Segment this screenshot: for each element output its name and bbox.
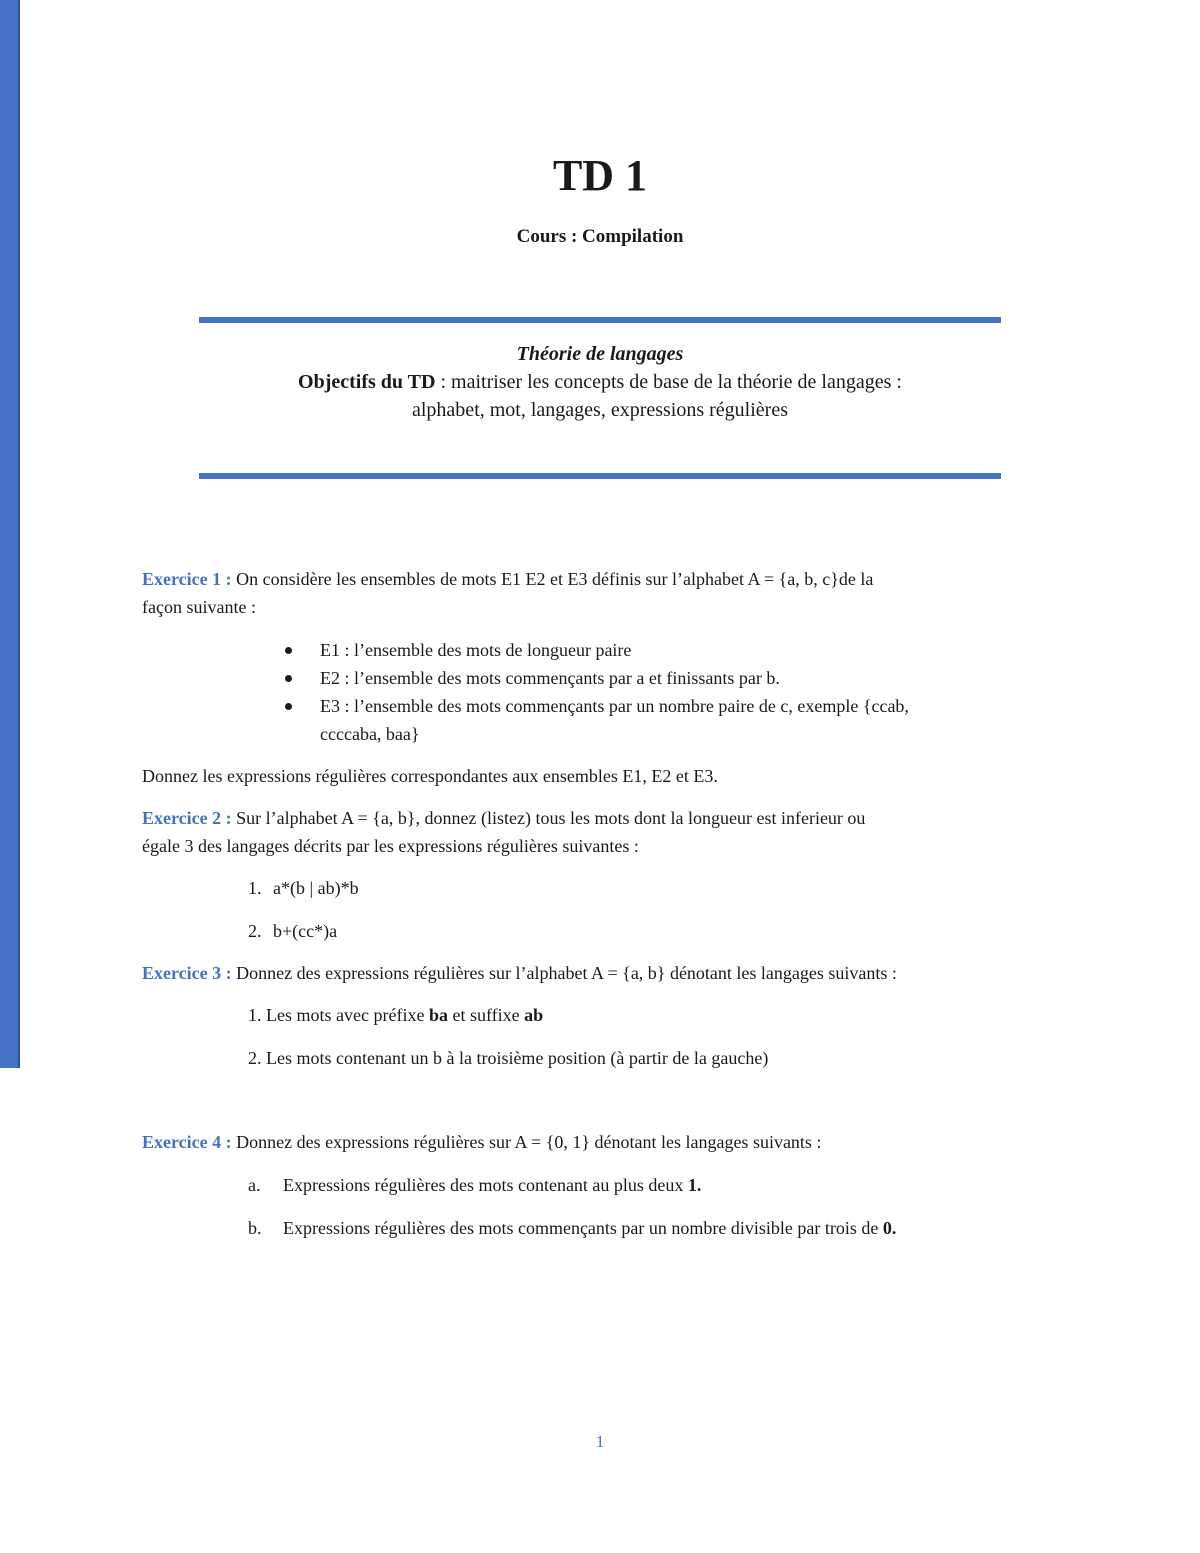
exercise-3-intro (142, 959, 1042, 987)
item-bold-value: 1. (687, 1175, 702, 1195)
exercise-4-intro (142, 1128, 1042, 1156)
objectives-line-2: alphabet, mot, langages, expressions régulières (412, 399, 788, 421)
exercise-1-label: Exercice 1 : (142, 569, 232, 589)
bottom-divider (199, 473, 1001, 479)
item-text: Expressions régulières des mots contenant au plus deux (283, 1175, 688, 1195)
item-text: Expressions régulières des mots commençants par un nombre divisible par trois de (283, 1218, 883, 1238)
exercise-1-intro-text: On considère les ensembles de mots E1 E2 et E3 définis sur l’alphabet A = {a, b, c}de la (231, 569, 874, 589)
item-text: a*(b | ab)*b (273, 878, 359, 898)
bullet-icon (285, 703, 292, 710)
item-letter: a. (248, 1175, 261, 1195)
exercise-3-item-1 (248, 1001, 543, 1029)
exercise-1-question: Donnez les expressions régulières correspondantes aux ensembles E1, E2 et E3. (142, 766, 718, 786)
exercise-1-intro (142, 565, 1042, 621)
objectives-line (199, 368, 1001, 396)
exercise-2-intro (142, 804, 1042, 860)
exercise-3-item-2: 2. Les mots contenant un b à la troisième position (à partir de la gauche) (248, 1048, 769, 1068)
bullet-icon (285, 675, 292, 682)
item-text: b+(cc*)a (273, 921, 338, 941)
item-letter: b. (248, 1218, 262, 1238)
exercise-2-intro-text: Sur l’alphabet A = {a, b}, donnez (listez) tous les mots dont la longueur est inferieur ou (231, 808, 866, 828)
page-number: 1 (595, 1432, 605, 1451)
exercise-4-intro-text: Donnez des expressions régulières sur A = {0, 1} dénotant les langages suivants : (231, 1132, 822, 1152)
item-text: 1. Les mots avec préfixe (248, 1005, 429, 1025)
item-bold-value: 0. (882, 1218, 897, 1238)
bullet-icon (285, 647, 292, 654)
list-item-text: E3 : l’ensemble des mots commençants par un nombre paire de c, exemple {ccab, (320, 696, 909, 716)
document-title: TD 1 (552, 151, 648, 200)
exercise-4-label: Exercice 4 : (142, 1132, 232, 1152)
theme-block (199, 340, 1001, 424)
list-item (283, 664, 1063, 692)
theme-title: Théorie de langages (516, 343, 684, 365)
list-item (283, 692, 1063, 748)
exercise-3-intro-text: Donnez des expressions régulières sur l’alphabet A = {a, b} dénotant les langages suivants : (231, 963, 897, 983)
list-item (283, 636, 1063, 664)
exercise-2-item-1 (248, 874, 359, 902)
item-number: 1. (248, 878, 262, 898)
exercise-2-label: Exercice 2 : (142, 808, 232, 828)
top-divider (199, 317, 1001, 323)
exercise-4-item-a (248, 1171, 701, 1199)
prefix-value: ba (428, 1005, 448, 1025)
list-item-text-continued: ccccaba, baa} (320, 724, 420, 744)
exercise-2-item-2 (248, 917, 337, 945)
list-item-text: E1 : l’ensemble des mots de longueur paire (320, 640, 632, 660)
objectives-text: : maitriser les concepts de base de la théorie de langages : (435, 371, 902, 393)
exercise-2-intro-text-2: égale 3 des langages décrits par les expressions régulières suivantes : (142, 836, 639, 856)
list-item-text: E2 : l’ensemble des mots commençants par a et finissants par b. (320, 668, 780, 688)
item-text: et suffixe (447, 1005, 525, 1025)
exercise-1-list (283, 636, 1063, 748)
course-name: Cours : Compilation (516, 226, 684, 247)
exercise-3-label: Exercice 3 : (142, 963, 232, 983)
suffix-value: ab (524, 1005, 544, 1025)
item-number: 2. (248, 921, 262, 941)
objectives-label: Objectifs du TD (298, 371, 436, 393)
exercise-1-intro-text-2: façon suivante : (142, 597, 256, 617)
exercise-4-item-b (248, 1214, 896, 1242)
